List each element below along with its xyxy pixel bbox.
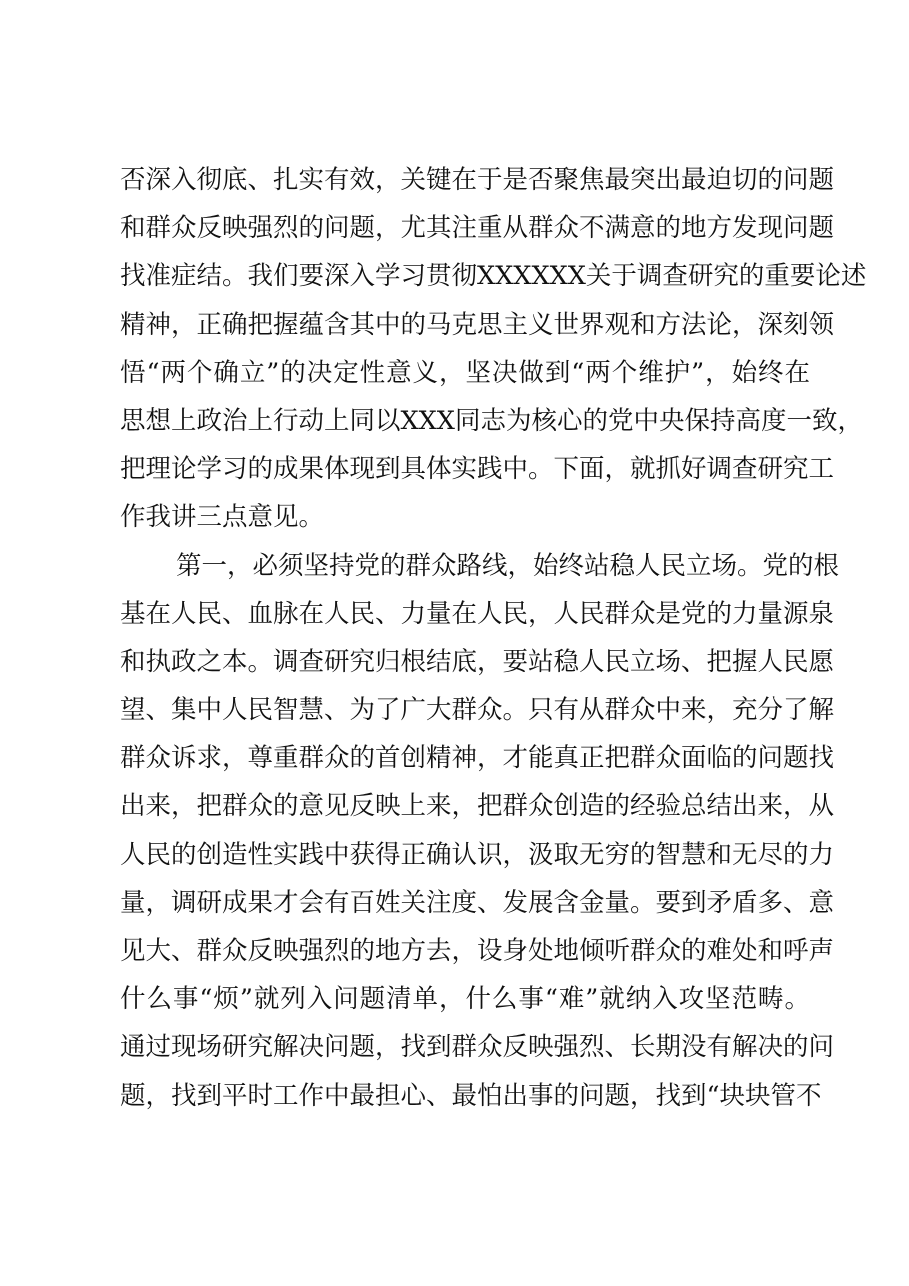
text-line: 思想上政治上行动上同以XXX同志为核心的党中央保持高度一致， <box>120 405 863 436</box>
text-line: 否深入彻底、扎实有效，关键在于是否聚焦最突出最迫切的问题 <box>120 165 835 195</box>
text-line: 和执政之本。调查研究归根结底，要站稳人民立场、把握人民愿 <box>120 646 835 677</box>
text-line: 基在人民、血脉在人民、力量在人民，人民群众是党的力量源泉 <box>120 598 835 629</box>
text-line: 什么事“烦”就列入问题清单，什么事“难”就纳入攻坚范畴。 <box>120 984 810 1015</box>
text-line: 群众诉求，尊重群众的首创精神，才能真正把群众面临的问题找 <box>120 743 835 774</box>
text-line: 见大、群众反映强烈的地方去，设身处地倾听群众的难处和呼声 <box>120 936 835 966</box>
text-line: 把理论学习的成果体现到具体实践中。下面，就抓好调查研究工 <box>120 454 835 485</box>
text-line: 通过现场研究解决问题，找到群众反映强烈、长期没有解决的问 <box>120 1032 835 1063</box>
text-line: 量，调研成果才会有百姓关注度、发展含金量。要到矛盾多、意 <box>120 887 835 918</box>
text-line: 精神，正确把握蕴含其中的马克思主义世界观和方法论，深刻领 <box>120 309 835 340</box>
text-line: 和群众反映强烈的问题，尤其注重从群众不满意的地方发现问题 <box>120 213 835 244</box>
text-line: 出来，把群众的意见反映上来，把群众创造的经验总结出来，从 <box>120 791 835 822</box>
text-line: 找准症结。我们要深入学习贯彻XXXXXX关于调查研究的重要论述 <box>120 261 867 292</box>
text-line: 望、集中人民智慧、为了广大群众。只有从群众中来，充分了解 <box>120 695 835 726</box>
text-line: 悟“两个确立”的决定性意义，坚决做到“两个维护”，始终在 <box>120 357 810 388</box>
body-text <box>120 156 867 1120</box>
text-line: 题，找到平时工作中最担心、最怕出事的问题，找到“块块管不 <box>120 1080 822 1111</box>
paragraph-first-line: 第一，必须坚持党的群众路线，始终站稳人民立场。党的根 <box>176 550 840 581</box>
text-line: 人民的创造性实践中获得正确认识，汲取无穷的智慧和无尽的力 <box>120 839 835 870</box>
text-line: 作我讲三点意见。 <box>120 502 325 533</box>
